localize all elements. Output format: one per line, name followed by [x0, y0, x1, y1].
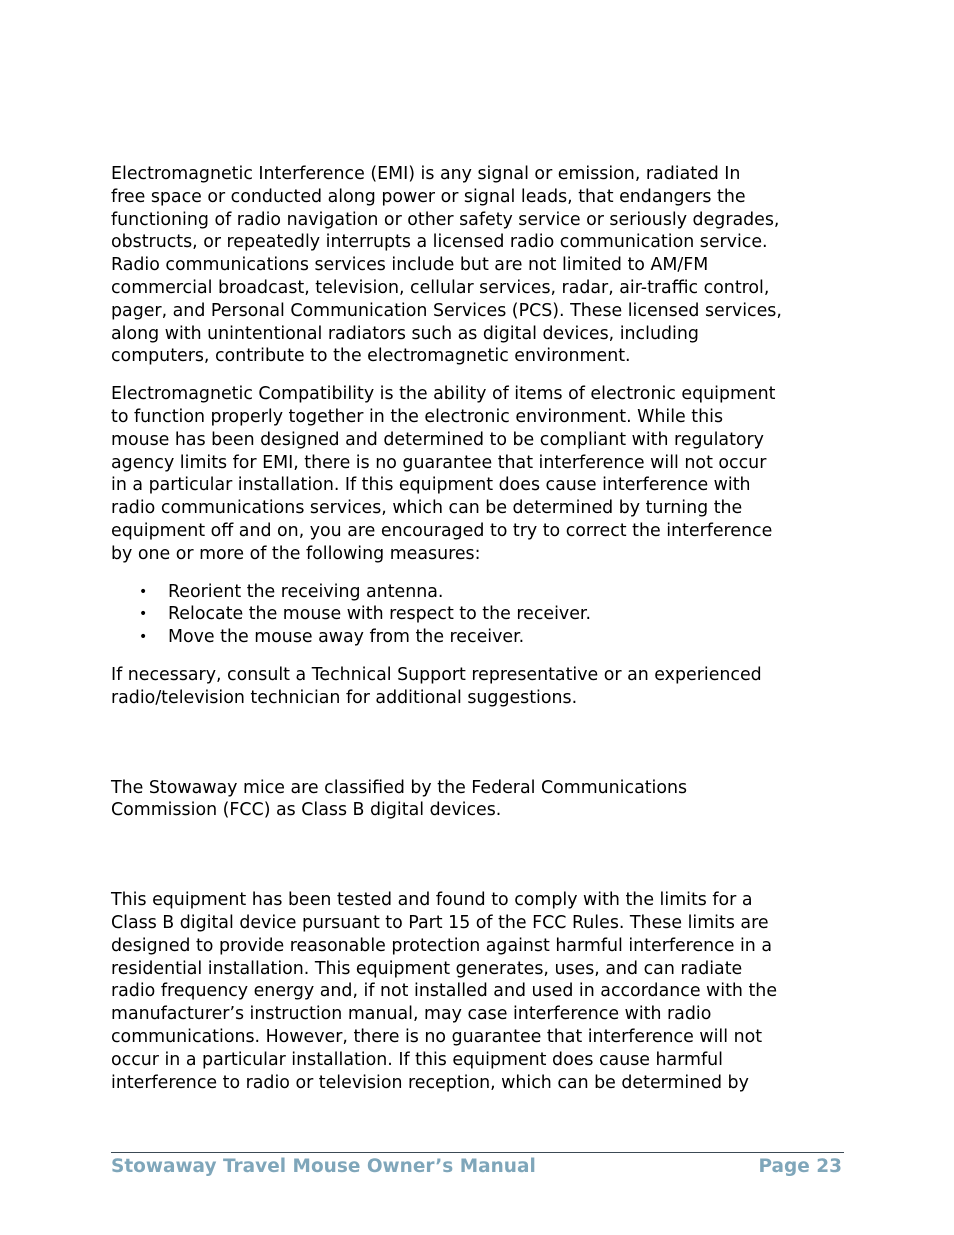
text-line: Radio communications services include but are not limited to AM/FM	[111, 255, 709, 276]
text-line: radio frequency energy and, if not installed and used in accordance with the	[111, 981, 778, 1002]
bullet-icon: •	[139, 629, 148, 646]
text-line: The Stowaway mice are classified by the Federal Communications	[111, 777, 688, 798]
page-number: Page 23	[758, 1156, 842, 1177]
text-line: by one or more of the following measures:	[111, 543, 481, 564]
text-line: pager, and Personal Communication Services (PCS). These licensed services,	[111, 300, 782, 321]
emi-intro-paragraph	[111, 163, 856, 368]
manual-title: Stowaway Travel Mouse Owner’s Manual	[111, 1156, 536, 1177]
text-line: interference to radio or television reception, which can be determined by	[111, 1072, 749, 1093]
text-line: agency limits for EMI, there is no guarantee that interference will not occur	[111, 452, 767, 473]
text-line: Class B digital device pursuant to Part 15 of the FCC Rules. These limits are	[111, 912, 769, 933]
text-line: Electromagnetic Compatibility is the ability of items of electronic equipment	[111, 384, 776, 405]
page-footer	[111, 1155, 842, 1179]
text-line: in a particular installation. If this equipment does cause interference with	[111, 475, 751, 496]
text-line: manufacturer’s instruction manual, may case interference with radio	[111, 1004, 712, 1025]
text-line: radio communications services, which can be determined by turning the	[111, 498, 743, 519]
text-line: Electromagnetic Interference (EMI) is any signal or emission, radiated In	[111, 164, 741, 184]
text-line: computers, contribute to the electromagnetic environment.	[111, 346, 631, 367]
text-line: residential installation. This equipment generates, uses, and can radiate	[111, 958, 743, 979]
emc-paragraph	[111, 383, 856, 565]
text-line: commercial broadcast, television, cellular services, radar, air-traffic control,	[111, 277, 770, 298]
list-item-text: Move the mouse away from the receiver.	[168, 627, 525, 648]
text-line: along with unintentional radiators such as digital devices, including	[111, 323, 699, 344]
list-item-text: Reorient the receiving antenna.	[168, 581, 444, 602]
list-item	[111, 626, 856, 649]
text-line: radio/television technician for additional suggestions.	[111, 687, 578, 708]
text-line: mouse has been designed and determined to be compliant with regulatory	[111, 429, 764, 450]
list-item	[111, 581, 856, 604]
page-body	[111, 163, 856, 1094]
text-line: occur in a particular installation. If this equipment does cause harmful	[111, 1049, 723, 1070]
bullet-icon: •	[139, 583, 148, 600]
text-line: communications. However, there is no guarantee that interference will not	[111, 1026, 763, 1047]
bullet-icon: •	[139, 606, 148, 623]
text-line: equipment off and on, you are encouraged to try to correct the interference	[111, 520, 773, 541]
text-line: to function properly together in the electronic environment. While this	[111, 406, 724, 427]
text-line: free space or conducted along power or signal leads, that endangers the	[111, 186, 746, 207]
text-line: obstructs, or repeatedly interrupts a licensed radio communication service.	[111, 232, 768, 253]
consult-paragraph	[111, 664, 856, 710]
text-line: This equipment has been tested and found to comply with the limits for a	[111, 890, 753, 911]
measures-list	[111, 581, 856, 649]
text-line: If necessary, consult a Technical Support representative or an experienced	[111, 664, 762, 685]
text-line: Commission (FCC) as Class B digital devices.	[111, 800, 502, 821]
fcc-compliance-paragraph	[111, 889, 856, 1094]
list-item	[111, 603, 856, 626]
text-line: designed to provide reasonable protection against harmful interference in a	[111, 935, 772, 956]
text-line: functioning of radio navigation or other safety service or seriously degrades,	[111, 209, 780, 230]
fcc-class-paragraph	[111, 777, 856, 823]
list-item-text: Relocate the mouse with respect to the receiver.	[168, 604, 591, 625]
footer-divider	[111, 1152, 844, 1153]
